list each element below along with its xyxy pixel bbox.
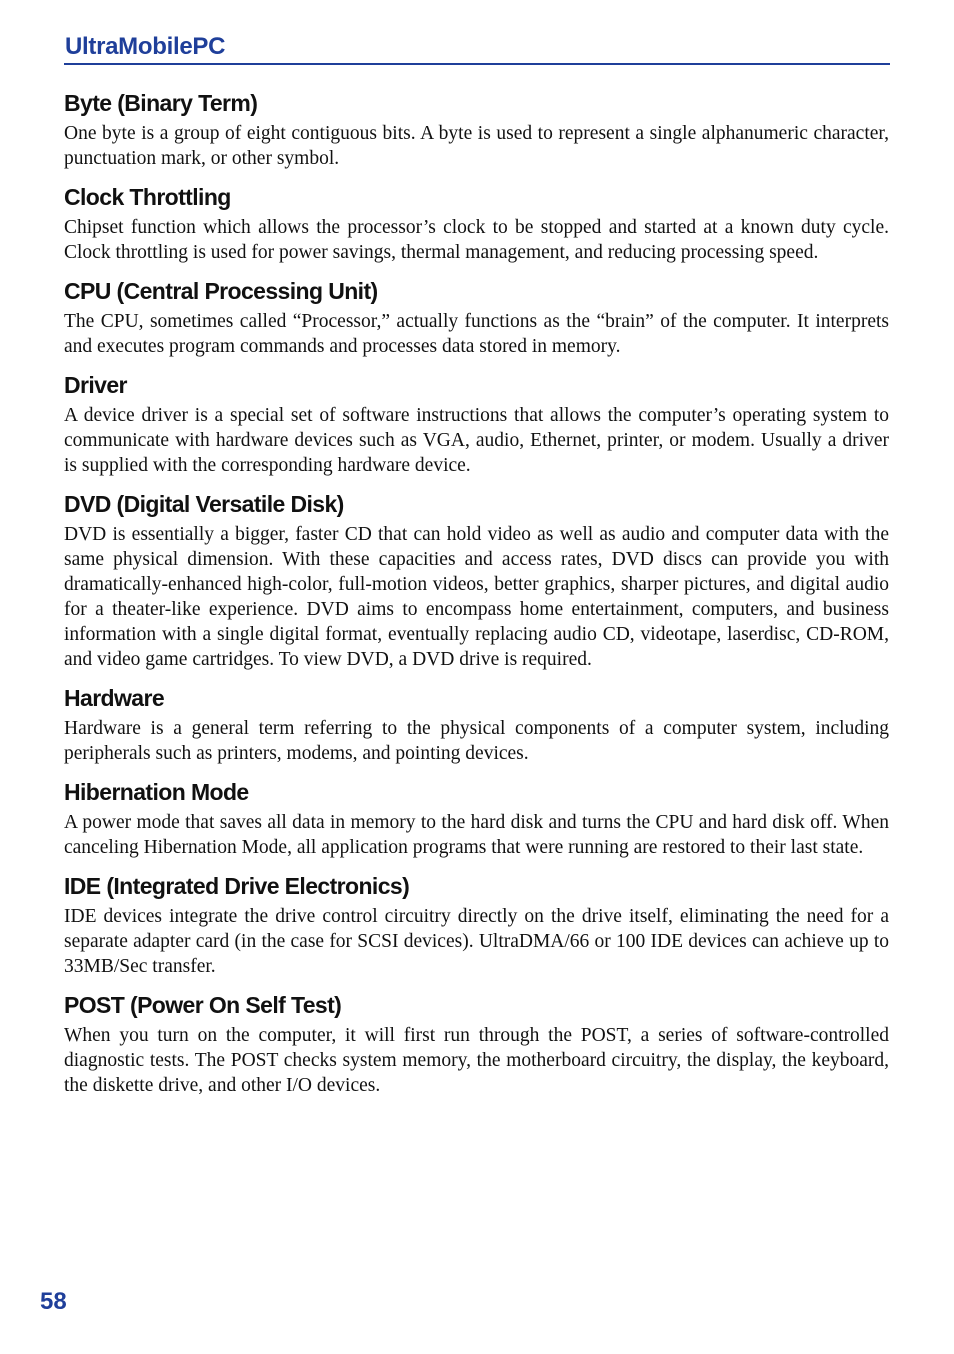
glossary-entry-hibernation-mode	[64, 777, 889, 860]
glossary-term: POST (Power On Self Test)	[64, 992, 342, 1018]
glossary-term: Hibernation Mode	[64, 779, 249, 805]
glossary-definition: IDE devices integrate the drive control circuitry directly on the drive itself, eliminating the need for a separate adapter card (in the case for SCSI devices). UltraDMA/66 or 100 IDE devices can achieve up to 33MB/Sec transfer.	[64, 906, 889, 977]
glossary-entry-clock-throttling	[64, 182, 889, 265]
glossary-term: Driver	[64, 372, 127, 398]
glossary-definition: DVD is essentially a bigger, faster CD that can hold video as well as audio and computer data with the same physical dimension. With these capacities and access rates, DVD discs can provide you with dramatically-enhanced high-color, full-motion videos, better graphics, sharper pictures, and digital audio for a theater-like experience. DVD aims to encompass home entertainment, computers, and business information with a single digital format, eventually replacing audio CD, videotape, laserdisc, CD-ROM, and video game cartridges. To view DVD, a DVD drive is required.	[64, 524, 889, 670]
glossary-term: Byte (Binary Term)	[64, 90, 258, 116]
glossary-entry-byte	[64, 88, 889, 171]
glossary-term: CPU (Central Processing Unit)	[64, 278, 378, 304]
glossary-entry-driver	[64, 370, 889, 478]
glossary-definition: Chipset function which allows the processor’s clock to be stopped and started at a known duty cycle. Clock throttling is used for power savings, thermal management, and reducing processing speed.	[64, 217, 889, 263]
glossary-term: IDE (Integrated Drive Electronics)	[64, 873, 410, 899]
glossary-entry-cpu	[64, 276, 889, 359]
running-header-title: UltraMobilePC	[65, 33, 226, 60]
header-divider	[64, 63, 890, 65]
page-number: 58	[40, 1288, 67, 1315]
glossary-entry-dvd	[64, 489, 889, 672]
glossary-term: Hardware	[64, 685, 165, 711]
glossary-content	[64, 88, 889, 1098]
glossary-entry-ide	[64, 871, 889, 979]
glossary-definition: Hardware is a general term referring to the physical components of a computer system, including peripherals such as printers, modems, and pointing devices.	[64, 718, 889, 764]
glossary-definition: A power mode that saves all data in memory to the hard disk and turns the CPU and hard disk off. When canceling Hibernation Mode, all application programs that were running are restored to their last state.	[64, 812, 889, 858]
glossary-definition: A device driver is a special set of software instructions that allows the computer’s operating system to communicate with hardware devices such as VGA, audio, Ethernet, printer, or modem. Usually a driver is supplied with the corresponding hardware device.	[64, 405, 889, 476]
glossary-definition: The CPU, sometimes called “Processor,” actually functions as the “brain” of the computer. It interprets and executes program commands and processes data stored in memory.	[64, 311, 889, 357]
glossary-entry-hardware	[64, 683, 889, 766]
glossary-term: DVD (Digital Versatile Disk)	[64, 491, 344, 517]
glossary-term: Clock Throttling	[64, 184, 231, 210]
glossary-definition: When you turn on the computer, it will first run through the POST, a series of software-controlled diagnostic tests. The POST checks system memory, the motherboard circuitry, the display, the keyboard, the diskette drive, and other I/O devices.	[64, 1025, 889, 1096]
glossary-entry-post	[64, 990, 889, 1098]
glossary-definition: One byte is a group of eight contiguous bits. A byte is used to represent a single alphanumeric character, punctuation mark, or other symbol.	[64, 123, 889, 169]
